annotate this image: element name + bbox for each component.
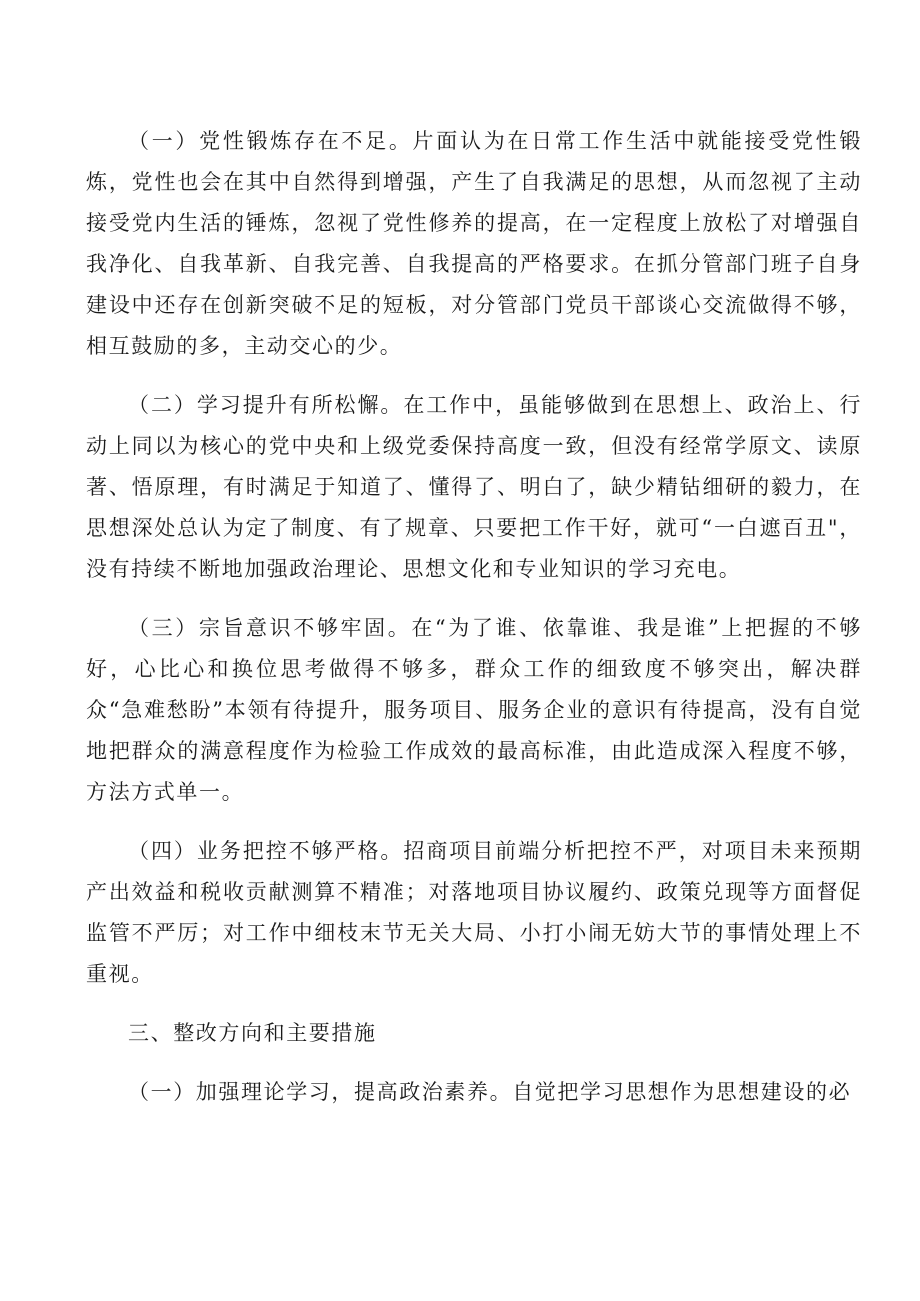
document-body	[86, 121, 862, 1131]
paragraph-theory-study: （一）加强理论学习，提高政治素养。自觉把学习思想作为思想建设的必	[128, 1080, 852, 1104]
section-heading: 三、整改方向和主要措施	[128, 1021, 377, 1045]
paragraph-purpose: （三）宗旨意识不够牢固。在“为了谁、依靠谁、我是谁”上把握的不够好，心比心和换位思考做得不够多，群众工作的细致度不够突出，解决群众“急难愁盼”本领有待提升，服务项目、服务企业的意识有待提高，没有自觉地把群众的满意程度作为检验工作成效的最高标准，由此造成深入程度不够，方法方式单一。	[86, 616, 862, 804]
paragraph-study: （二）学习提升有所松懈。在工作中，虽能够做到在思想上、政治上、行动上同以为核心的党中央和上级党委保持高度一致，但没有经常学原文、读原著、悟原理，有时满足于知道了、懂得了、明白了，缺少精钻细研的毅力，在思想深处总认为定了制度、有了规章、只要把工作干好，就可“一白遮百丑"，没有持续不断地加强政治理论、思想文化和专业知识的学习充电。	[86, 393, 862, 581]
paragraph-party-spirit: （一）党性锻炼存在不足。片面认为在日常工作生活中就能接受党性锻炼，党性也会在其中自然得到增强，产生了自我满足的思想，从而忽视了主动接受党内生活的锤炼，忽视了党性修养的提高，在一定程度上放松了对增强自我净化、自我革新、自我完善、自我提高的严格要求。在抓分管部门班子自身建设中还存在创新突破不足的短板，对分管部门党员干部谈心交流做得不够，相互鼓励的多，主动交心的少。	[86, 129, 862, 358]
paragraph-business-control: （四）业务把控不够严格。招商项目前端分析把控不严，对项目未来预期产出效益和税收贡献测算不精准；对落地项目协议履约、政策兑现等方面督促监管不严厉；对工作中细枝末节无关大局、小打小闹无妨大节的事情处理上不重视。	[86, 839, 862, 986]
